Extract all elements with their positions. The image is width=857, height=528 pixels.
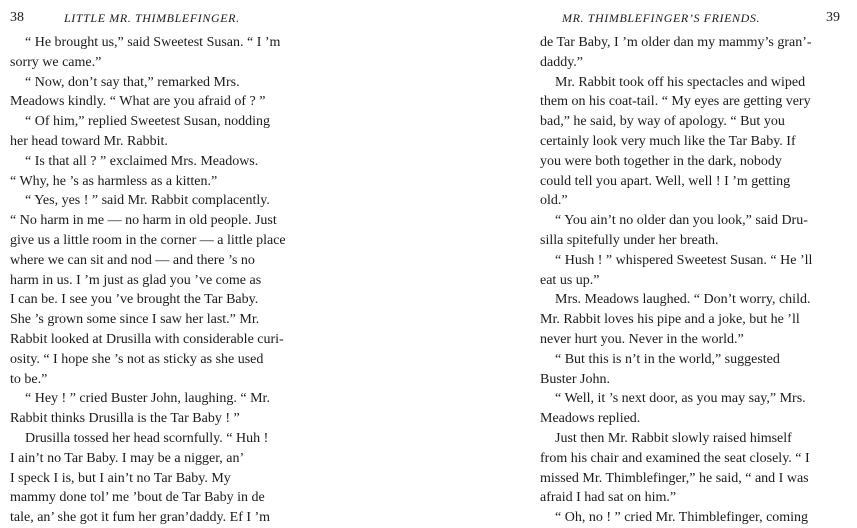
text-line: “ Why, he ’s as harmless as a kitten.” <box>10 173 218 189</box>
text-line: “ Hey ! ” cried Buster John, laughing. “ Mr. <box>25 391 270 407</box>
text-line: “ Yes, yes ! ” said Mr. Rabbit complacently. <box>25 193 270 209</box>
text-line: “ You ain’t no older dan you look,” said Dru- <box>555 213 808 229</box>
text-line: tale, an’ she got it fum her gran’daddy. Ef I ’m <box>10 510 271 526</box>
text-line: Mr. Rabbit loves his pipe and a joke, but he ’ll <box>540 312 800 328</box>
text-line: silla spitefully under her breath. <box>540 232 719 248</box>
right-page-text <box>540 33 845 528</box>
text-line: never hurt you. Never in the world.” <box>540 331 744 347</box>
text-line: Buster John. <box>540 371 610 387</box>
text-line: her head toward Mr. Rabbit. <box>10 133 168 149</box>
text-line: Just then Mr. Rabbit slowly raised himself <box>555 430 792 446</box>
text-line: “ Now, don’t say that,” remarked Mrs. <box>25 74 240 90</box>
right-page-number: 39 <box>826 10 840 25</box>
left-page-number: 38 <box>10 10 24 25</box>
left-page-text <box>10 33 316 528</box>
text-line: eat us up.” <box>540 272 600 288</box>
right-running-head: MR. THIMBLEFINGER’S FRIENDS. <box>562 11 761 25</box>
text-line: de Tar Baby, I ’m older dan my mammy’s gran’- <box>540 35 812 50</box>
text-line: “ He brought us,” said Sweetest Susan. “ I ’m <box>25 35 281 50</box>
text-line: give us a little room in the corner — a little place <box>10 232 286 248</box>
text-line: “ Of him,” replied Sweetest Susan, nodding <box>25 114 270 130</box>
text-line: She ’s grown some since I saw her last.” Mr. <box>10 312 260 328</box>
text-line: “ But this is n’t in the world,” suggested <box>555 351 780 367</box>
text-line: Rabbit thinks Drusilla is the Tar Baby ! ” <box>10 411 240 427</box>
text-line: them on his coat-tail. “ My eyes are getting very <box>540 94 811 110</box>
text-line: “ Is that all ? ” exclaimed Mrs. Meadows. <box>25 153 259 169</box>
text-line: I can be. I see you ’ve brought the Tar Baby. <box>10 292 259 308</box>
text-line: “ Hush ! ” whispered Sweetest Susan. “ He ’ll <box>555 252 813 268</box>
text-line: you were both together in the dark, nobody <box>540 153 782 169</box>
text-line: harm in us. I ’m just as glad you ’ve come as <box>10 272 262 288</box>
text-line: certainly look very much like the Tar Baby. If <box>540 133 796 149</box>
text-line: bad,” he said, by way of apology. “ But you <box>540 114 785 130</box>
text-line: Meadows replied. <box>540 411 641 427</box>
left-running-head: LITTLE MR. THIMBLEFINGER. <box>64 11 240 25</box>
text-line: Drusilla tossed her head scornfully. “ Huh ! <box>25 430 269 446</box>
text-line: old.” <box>540 193 568 209</box>
text-line: I speck I is, but I ain’t no Tar Baby. My <box>10 470 231 486</box>
text-line: Meadows kindly. “ What are you afraid of ? ” <box>10 94 266 110</box>
text-line: “ Well, it ’s next door, as you may say,” Mrs. <box>555 391 806 407</box>
right-page <box>520 0 857 526</box>
text-line: mammy done tol’ me ’bout de Tar Baby in de <box>10 490 265 506</box>
text-line: osity. “ I hope she ’s not as sticky as she used <box>10 351 264 367</box>
text-line: I ain’t no Tar Baby. I may be a nigger, an’ <box>10 450 245 466</box>
text-line: “ Oh, no ! ” cried Mr. Thimblefinger, coming <box>555 510 809 526</box>
text-line: Mrs. Meadows laughed. “ Don’t worry, child. <box>555 292 811 308</box>
text-line: where we can sit and nod — and there ’s no <box>10 252 255 268</box>
text-line: could tell you apart. Well, well ! I ’m getting <box>540 173 791 189</box>
text-line: Rabbit looked at Drusilla with considerable curi- <box>10 331 284 347</box>
text-line: to be.” <box>10 371 48 387</box>
text-line: daddy.” <box>540 54 584 70</box>
text-line: Mr. Rabbit took off his spectacles and wiped <box>555 74 806 90</box>
text-line: missed Mr. Thimblefinger,” he said, “ and I was <box>540 470 809 486</box>
text-line: afraid I had sat on him.” <box>540 490 677 506</box>
left-page <box>0 0 330 526</box>
text-line: from his chair and examined the seat closely. “ I <box>540 450 810 466</box>
text-line: sorry we came.” <box>10 54 102 70</box>
text-line: “ No harm in me — no harm in old people. Just <box>10 213 277 229</box>
page-gutter <box>330 0 520 508</box>
